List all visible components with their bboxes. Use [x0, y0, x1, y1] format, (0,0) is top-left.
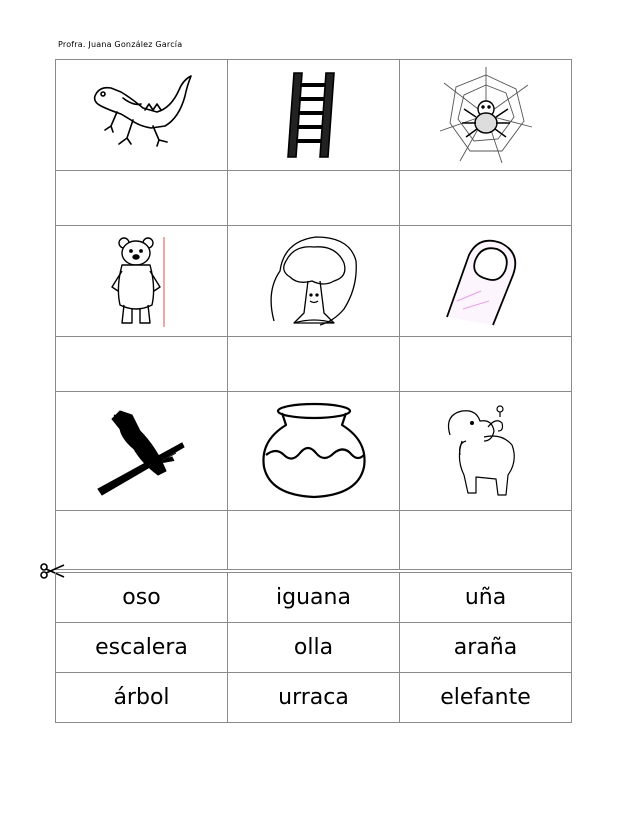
- answer-cell[interactable]: [56, 171, 228, 226]
- word-cell[interactable]: uña: [400, 573, 572, 623]
- picture-cell-olla: [228, 392, 400, 511]
- iguana-icon: [87, 68, 197, 163]
- answer-cell[interactable]: [228, 337, 400, 392]
- picture-cell-urraca: [56, 392, 228, 511]
- picture-row: [56, 60, 572, 171]
- word-cell[interactable]: escalera: [56, 623, 228, 673]
- author-header: Profra. Juana González García: [58, 40, 183, 49]
- picture-grid: [55, 59, 572, 570]
- picture-cell-oso: [56, 226, 228, 337]
- word-cell[interactable]: iguana: [228, 573, 400, 623]
- word-row: [56, 673, 572, 723]
- bear-icon: [102, 231, 182, 331]
- answer-cell[interactable]: [400, 511, 572, 570]
- answer-cell[interactable]: [400, 337, 572, 392]
- magpie-icon: [92, 401, 192, 501]
- word-cell[interactable]: urraca: [228, 673, 400, 723]
- answer-cell[interactable]: [400, 171, 572, 226]
- answer-cell[interactable]: [228, 511, 400, 570]
- cutout-word-table: [55, 572, 572, 723]
- picture-cell-elefante: [400, 392, 572, 511]
- picture-cell-iguana: [56, 60, 228, 171]
- word-row: [56, 623, 572, 673]
- ladder-icon: [274, 65, 354, 165]
- answer-cell[interactable]: [228, 171, 400, 226]
- answer-cell[interactable]: [56, 511, 228, 570]
- picture-row: [56, 226, 572, 337]
- answer-row: [56, 171, 572, 226]
- word-row: [56, 573, 572, 623]
- picture-cell-arana: [400, 60, 572, 171]
- fingernail-icon: [441, 231, 531, 331]
- pot-icon: [254, 401, 374, 501]
- word-cell[interactable]: araña: [400, 623, 572, 673]
- picture-cell-una: [400, 226, 572, 337]
- word-cell[interactable]: árbol: [56, 673, 228, 723]
- word-cell[interactable]: elefante: [400, 673, 572, 723]
- answer-row: [56, 511, 572, 570]
- picture-row: [56, 392, 572, 511]
- elephant-icon: [436, 401, 536, 501]
- word-cell[interactable]: oso: [56, 573, 228, 623]
- word-cell[interactable]: olla: [228, 623, 400, 673]
- spider-icon: [436, 65, 536, 165]
- tree-icon: [264, 231, 364, 331]
- answer-cell[interactable]: [56, 337, 228, 392]
- picture-cell-arbol: [228, 226, 400, 337]
- picture-cell-escalera: [228, 60, 400, 171]
- answer-row: [56, 337, 572, 392]
